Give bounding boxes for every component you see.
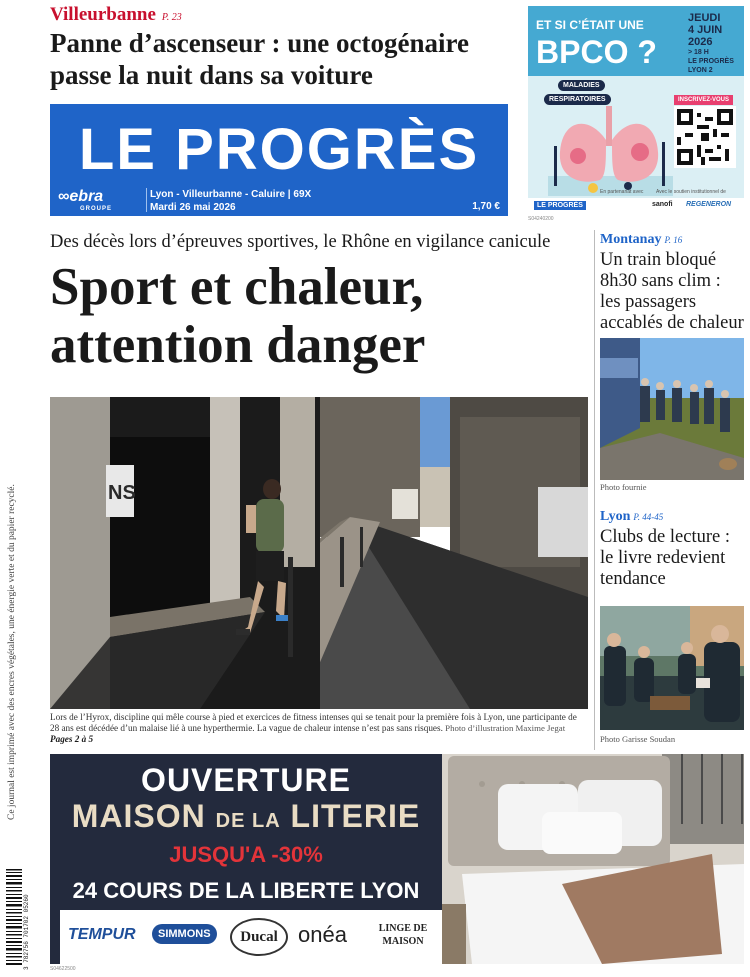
ad-code: S04240200 xyxy=(528,216,554,222)
bed-photo xyxy=(442,754,744,964)
bpco-big: BPCO ? xyxy=(536,34,657,70)
eco-notice: Ce journal est imprimé avec des encres végétales, une énergie verte et du papier recyclé. xyxy=(7,484,17,820)
bpco-register-button[interactable]: INSCRIVEZ-VOUS xyxy=(674,95,733,105)
svg-text:NS: NS xyxy=(108,482,136,504)
bpco-date: JEUDI 4 JUIN 2026 > 18 H LE PROGRÈS LYON 2 xyxy=(688,12,734,74)
train-photo-credit: Photo fournie xyxy=(600,482,647,492)
bpco-ad[interactable] xyxy=(528,6,744,214)
right-story-montanay-title: Un train bloqué 8h30 sans clim : les passagers accablés de chaleur xyxy=(600,250,744,333)
ad-ouverture: OUVERTURE xyxy=(141,762,351,798)
bpco-support-note: Avec le soutien institutionnel de xyxy=(656,189,726,195)
masthead-price: 1,70 € xyxy=(472,201,500,212)
right-story-lyon-kicker: Lyon P. 44-45 xyxy=(600,509,664,524)
top-story-kicker[interactable]: Villeurbanne P. 23 xyxy=(50,4,182,25)
main-photo-runner[interactable] xyxy=(50,397,588,709)
bpco-question: ET SI C’ÉTAIT UNE xyxy=(536,18,644,32)
brand-linge: LINGE DE MAISON xyxy=(378,923,428,947)
bpco-partner-note: En partenariat avec xyxy=(600,189,644,195)
bpco-tag-respiratoires: RESPIRATOIRES xyxy=(544,94,611,105)
top-story-page: P. 23 xyxy=(161,12,182,23)
main-story-pages: Pages 2 à 5 xyxy=(50,734,94,744)
brand-simmons: SIMMONS xyxy=(152,924,217,944)
top-story-title[interactable]: Panne d’ascenseur : une octogénaire passe la nuit dans sa voiture xyxy=(50,28,469,90)
masthead[interactable] xyxy=(50,104,508,216)
right-story-montanay-kicker: Montanay P. 16 xyxy=(600,232,683,247)
main-story-kicker[interactable]: Des décès lors d’épreuves sportives, le Rhône en vigilance canicule xyxy=(50,232,551,252)
book-club-photo-credit: Photo Garisse Soudan xyxy=(600,734,676,744)
book-club-photo[interactable] xyxy=(600,606,744,730)
bottom-ad-code: S04622500 xyxy=(50,966,76,972)
masthead-divider xyxy=(146,188,147,212)
masthead-date: Mardi 26 mai 2026 xyxy=(150,202,236,213)
ad-brand-strip xyxy=(60,910,442,964)
train-photo[interactable] xyxy=(600,338,744,480)
barcode-number: 3 782756 701702 05260 xyxy=(23,894,30,970)
literie-ad-text-panel xyxy=(50,754,442,964)
main-photo-credit: Photo d’illustration Maxime Jegat xyxy=(445,723,566,733)
masthead-logo: LE PROGRÈS xyxy=(78,117,480,182)
main-photo-caption: Lors de l’Hyrox, discipline qui mêle course à pied et exercices de fitness intenses qui se tenait pour la première fois à Lyon, une participante de 28 ans est décédée d’un malaise lié à une hyperthermie. La vague de chaleur intense n’est pas sans risques. Photo d’illustration Maxime Jegat Pages 2 à 5 xyxy=(50,712,577,744)
ad-address: 24 COURS DE LA LIBERTE LYON xyxy=(72,878,420,903)
brand-ducal: Ducal xyxy=(230,918,288,956)
main-story-title[interactable]: Sport et chaleur, attention danger xyxy=(50,258,426,374)
bpco-footer: LE PROGRÈS sanofi REGENERON xyxy=(528,198,744,214)
lungs-illustration xyxy=(548,106,673,196)
right-story-montanay[interactable] xyxy=(600,232,744,334)
ad-store-name: MAISON DE LA LITERIE xyxy=(71,798,421,834)
literie-ad[interactable] xyxy=(50,754,744,964)
barcode xyxy=(4,865,30,970)
right-story-lyon-title: Clubs de lecture : le livre redevient tendance xyxy=(600,527,730,589)
qr-code-icon[interactable] xyxy=(674,106,736,168)
column-divider xyxy=(594,230,595,750)
masthead-cities: Lyon - Villeurbanne - Caluire | 69X xyxy=(150,189,312,200)
ad-discount: JUSQU'A -30% xyxy=(169,842,323,867)
brand-tempur: TEMPUR xyxy=(68,926,136,943)
brand-onea: onéa xyxy=(298,922,347,947)
bpco-tag-maladies: MALADIES xyxy=(558,80,605,91)
right-story-lyon[interactable] xyxy=(600,509,744,590)
ebra-logo: ∞ebra GROUPE xyxy=(58,188,113,212)
